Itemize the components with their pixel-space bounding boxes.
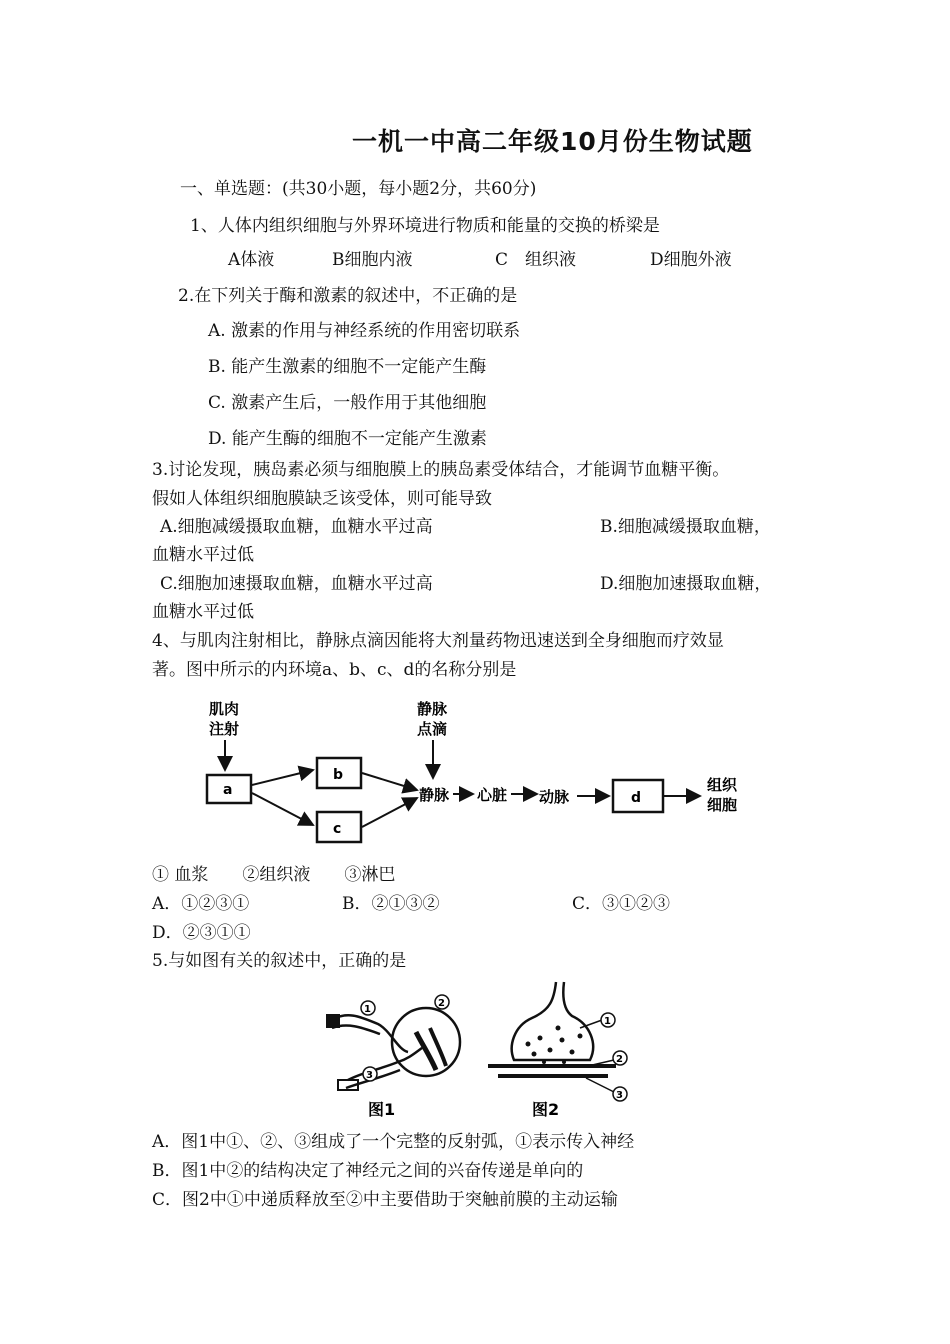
- box-b-label: b: [333, 767, 344, 783]
- arrow-a-b: [252, 770, 313, 785]
- internal-environment-diagram: [195, 690, 755, 860]
- figure-1-marker-2-text: 2: [438, 998, 445, 1009]
- question-5-option-c: C．图2中①中递质释放至②中主要借助于突触前膜的主动运输: [152, 1190, 618, 1210]
- question-1-stem: 1、人体内组织细胞与外界环境进行物质和能量的交换的桥梁是: [190, 216, 660, 236]
- question-1-option-d: D细胞外液: [650, 250, 732, 270]
- tissue-label-2: 细胞: [707, 796, 738, 814]
- question-4-stem-line1: 4、与肌肉注射相比，静脉点滴因能将大剂量药物迅速送到全身细胞而疗效显: [152, 631, 724, 651]
- figure-2-marker-2-text: 2: [616, 1054, 623, 1065]
- question-4-option-b: B．②①③②: [342, 894, 440, 914]
- question-1-option-c: C 组织液: [495, 250, 577, 270]
- question-2-option-b: B. 能产生激素的细胞不一定能产生酶: [208, 357, 487, 377]
- question-5-option-a: A．图1中①、②、③组成了一个完整的反射弧，①表示传入神经: [152, 1132, 635, 1152]
- box-a-label: a: [223, 782, 233, 798]
- muscle-label-1: 肌肉: [209, 700, 240, 718]
- question-3-option-b: B.细胞减缓摄取血糖，: [600, 517, 771, 537]
- tissue-label-1: 组织: [707, 776, 738, 794]
- question-4-option-a: A．①②③①: [152, 894, 250, 914]
- question-4-option-c: C．③①②③: [572, 894, 671, 914]
- question-2-option-c: C. 激素产生后，一般作用于其他细胞: [208, 393, 487, 413]
- vein-label: 静脉: [419, 786, 450, 804]
- question-4-option-d: D．②③①①: [152, 923, 251, 943]
- question-1-option-b: B细胞内液: [332, 250, 413, 270]
- figure-2-pointer-3: [586, 1078, 614, 1092]
- question-3-stem-line2: 假如人体组织细胞膜缺乏该受体，则可能导致: [152, 489, 492, 509]
- question-2-option-a: A. 激素的作用与神经系统的作用密切联系: [208, 321, 521, 341]
- figure-1-receptor: [326, 1014, 340, 1028]
- question-5-stem: 5.与如图有关的叙述中，正确的是: [152, 951, 407, 971]
- figure-2-synapse: [488, 982, 616, 1076]
- arrow-a-c: [252, 793, 313, 825]
- question-2-stem: 2.在下列关于酶和激素的叙述中，不正确的是: [178, 286, 518, 306]
- arrow-c-vein: [362, 798, 417, 827]
- artery-label: 动脉: [539, 788, 570, 806]
- section-heading: 一、单选题：(共30小题，每小题2分，共60分): [180, 179, 537, 199]
- figure-2-marker-3-text: 3: [616, 1090, 623, 1101]
- question-4-stem-line2: 著。图中所示的内环境a、b、c、d的名称分别是: [152, 660, 517, 680]
- figure-1-label: 图1: [368, 1100, 396, 1119]
- question-3-option-a: A.细胞减缓摄取血糖，血糖水平过高: [160, 517, 433, 537]
- muscle-label-2: 注射: [209, 720, 240, 738]
- box-c-label: c: [333, 821, 342, 837]
- question-4-legend: ① 血浆 ②组织液 ③淋巴: [152, 865, 396, 885]
- question-5-option-b: B．图1中②的结构决定了神经元之间的兴奋传递是单向的: [152, 1161, 584, 1181]
- iv-label-1: 静脉: [417, 700, 448, 718]
- question-3-stem-line1: 3.讨论发现，胰岛素必须与细胞膜上的胰岛素受体结合，才能调节血糖平衡。: [152, 460, 730, 480]
- figure-1-marker-1-text: 1: [364, 1004, 371, 1015]
- question-2-option-d: D. 能产生酶的细胞不一定能产生激素: [208, 429, 487, 449]
- iv-label-2: 点滴: [417, 720, 448, 738]
- figure-2-vesicles: [526, 1026, 583, 1065]
- neuron-figures: [318, 980, 638, 1120]
- arrow-b-vein: [362, 773, 417, 790]
- question-3-option-d-cont: 血糖水平过低: [152, 602, 254, 622]
- figure-2-label: 图2: [532, 1100, 560, 1119]
- question-3-option-d: D.细胞加速摄取血糖，: [600, 574, 772, 594]
- box-d-label: d: [631, 790, 642, 806]
- question-1-option-a: A体液: [228, 250, 275, 270]
- heart-label: 心脏: [477, 786, 508, 804]
- exam-title: 一机一中高二年级10月份生物试题: [352, 127, 753, 156]
- figure-2-marker-1-text: 1: [604, 1016, 611, 1027]
- question-3-option-b-cont: 血糖水平过低: [152, 545, 254, 565]
- figure-1-reflex-arc: [332, 1008, 460, 1088]
- figure-1-marker-3-text: 3: [366, 1070, 373, 1081]
- question-3-option-c: C.细胞加速摄取血糖，血糖水平过高: [160, 574, 433, 594]
